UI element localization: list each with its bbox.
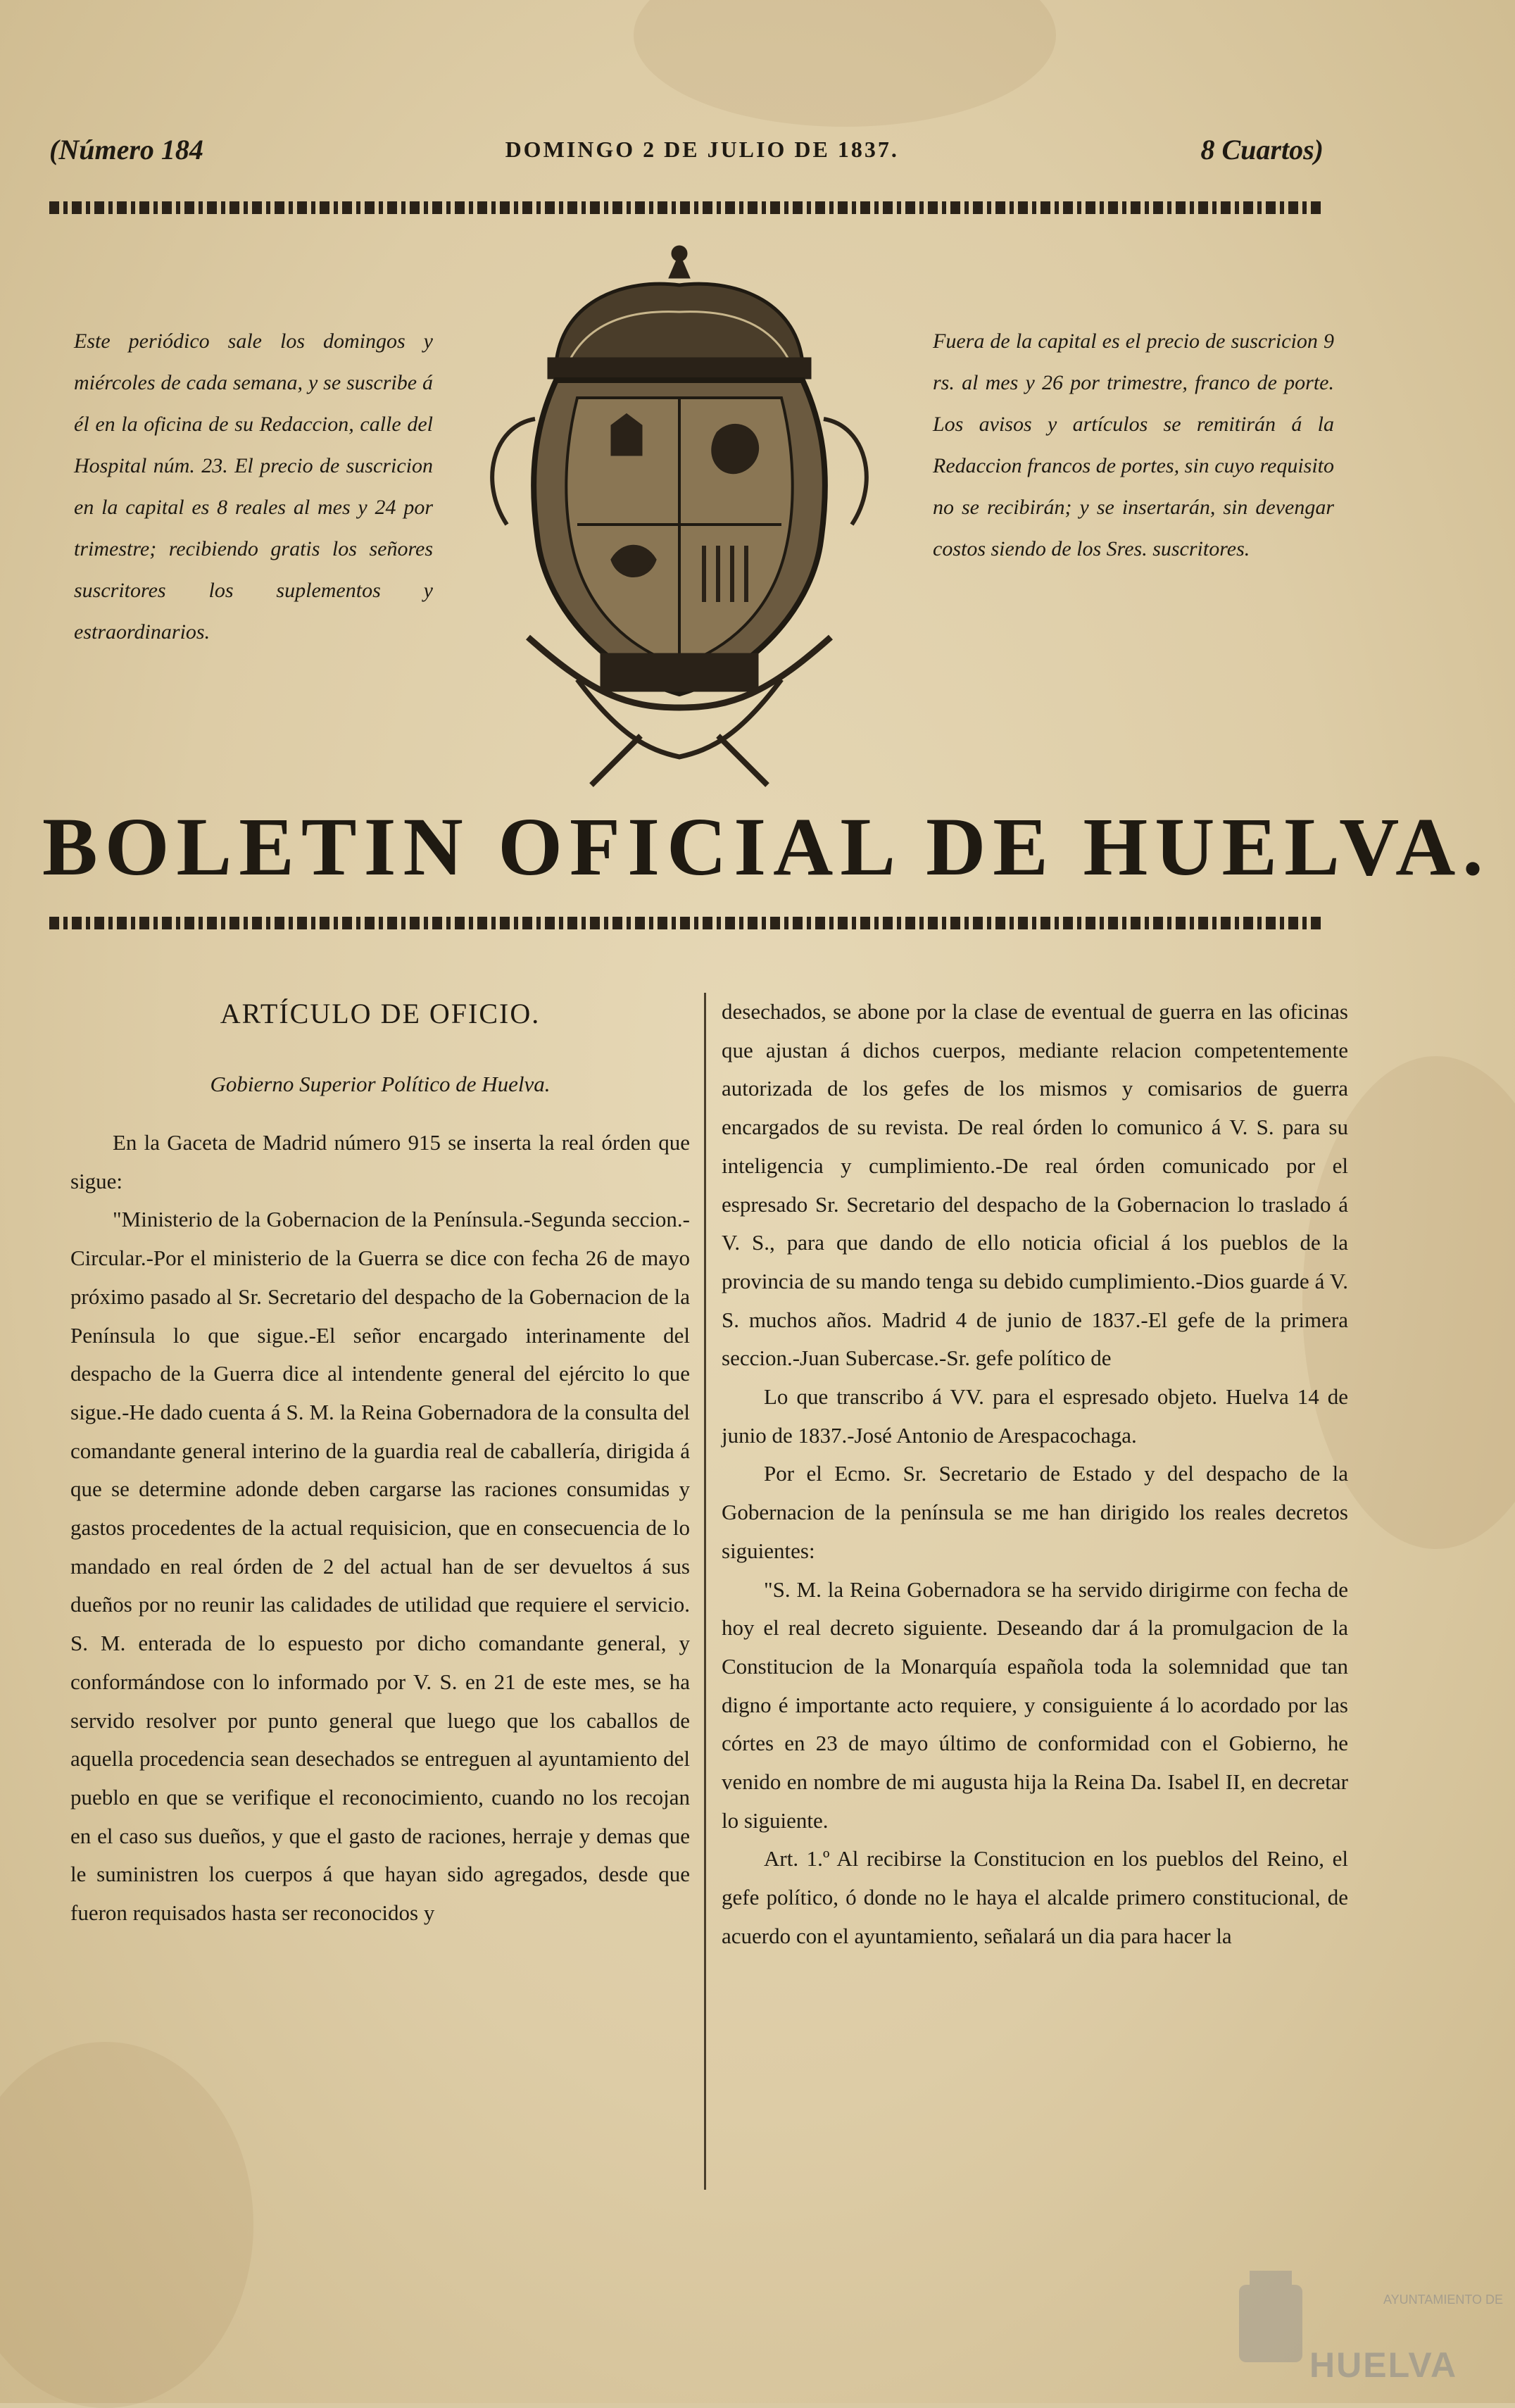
- section-title: ARTÍCULO DE OFICIO.: [220, 998, 541, 1029]
- column-divider: [704, 993, 706, 2190]
- masthead-title: BOLETIN OFICIAL DE HUELVA.: [42, 801, 1490, 893]
- top-ornamental-rule: [49, 201, 1324, 214]
- paper-stain: [0, 2042, 253, 2408]
- coat-of-arms-icon: [451, 243, 908, 789]
- paragraph: desechados, se abone por la clase de eventual de guerra en las oficinas que ajustan á dichos cuerpos, mediante relacion competentemente autorizada de los gefes de los mismos y comisarios de guerra encargados de su revista. De real órden lo comunico á V. S. para su inteligencia y cumplimiento.-De real órden comunicado por el espresado Sr. Secretario del despacho de la Gobernacion lo traslado á V. S., para que dando de ello noticia oficial á los pueblos de la provincia de su mando tenga su debido cumplimiento.-Dios guarde á V. S. muchos años. Madrid 4 de junio de 1837.-El gefe de la primera seccion.-Juan Subercase.-Sr. gefe político de: [722, 999, 1348, 1371]
- issue-date: DOMINGO 2 DE JULIO DE 1837.: [505, 136, 899, 162]
- issue-number: (Número 184: [49, 133, 203, 165]
- left-column: [70, 993, 690, 1933]
- subscription-info-right: Fuera de la capital es el precio de suscricion 9 rs. al mes y 26 por trimestre, franco de porte. Los avisos y artículos se remitirán á la Redaccion francos de portes, sin cuyo requisito no se recibirán; y se insertarán, sin devengar costos siendo de los Sres. suscritores.: [933, 330, 1334, 560]
- paragraph: "S. M. la Reina Gobernadora se ha servido dirigirme con fecha de hoy el real decreto siguiente. Deseando dar á la promulgacion de la Constitucion de la Monarquía española toda la solemnidad que tan digno é importante acto requiere, y consiguiente á lo acordado por las córtes en 23 de mayo último de conformidad con el Gobierno, he venido en nombre de mi augusta hija la Reina Da. Isabel II, en decretar lo siguiente.: [722, 1576, 1348, 1833]
- issue-header: [49, 134, 1324, 165]
- section-subtitle: Gobierno Superior Político de Huelva.: [210, 1072, 551, 1096]
- paragraph: "Ministerio de la Gobernacion de la Península.-Segunda seccion.-Circular.-Por el ministerio de la Guerra se dice con fecha 26 de mayo próximo pasado al Sr. Secretario del despacho de la Gobernacion de la Península lo que sigue.-El señor encargado interinamente del despacho de la Guerra dice al intendente general del ejército lo que sigue.-He dado cuenta á S. M. la Reina Gobernadora de la consulta del comandante general interino de la guardia real de caballería, dirigida á que se determine adonde deben cargarse las raciones consumidas y gastos procedentes de la actual requisicion, que en consecuencia de lo mandado en real órden de 2 del actual han de ser devueltos á sus dueños por no reunir las calidades de utilidad que requiere el servicio. S. M. enterada de lo espuesto por dicho comandante general, y conformándose con lo informado por V. S. en 21 de este mes, se ha servido resolver por punto general que luego que los caballos de aquella procedencia sean desechados se entreguen al ayuntamiento del pueblo en que se verifique el reconocimiento, cuando no los recojan en el caso sus dueños, y que el gasto de raciones, herraje y demas que le suministren los cuerpos á que hayan sido agregados, desde que fueron requisados hasta ser reconocidos y: [70, 1207, 690, 1926]
- paragraph: En la Gaceta de Madrid número 915 se inserta la real órden que sigue:: [70, 1130, 690, 1193]
- watermark-caption: AYUNTAMIENTO DE: [1383, 2293, 1504, 2307]
- watermark-text: HUELVA: [1309, 2345, 1458, 2385]
- masthead-ornamental-rule: [49, 917, 1324, 929]
- paragraph: Lo que transcribo á VV. para el espresado objeto. Huelva 14 de junio de 1837.-José Antonio de Arespacochaga.: [722, 1384, 1348, 1448]
- issue-price: 8 Cuartos): [1200, 133, 1324, 165]
- paragraph: Art. 1.º Al recibirse la Constitucion en los pueblos del Reino, el gefe político, ó donde no le haya el alcalde primero constitucional, de acuerdo con el ayuntamiento, señalará un dia para hacer la: [722, 1846, 1348, 1948]
- paper-stain: [634, 0, 1056, 127]
- paragraph: Por el Ecmo. Sr. Secretario de Estado y del despacho de la Gobernacion de la península se me han dirigido los reales decretos siguientes:: [722, 1461, 1348, 1563]
- right-column: [722, 993, 1348, 1956]
- subscription-info-left: Este periódico sale los domingos y miércoles de cada semana, y se suscribe á él en la oficina de su Redaccion, calle del Hospital núm. 23. El precio de suscricion en la capital es 8 reales al mes y 24 por trimestre; recibiendo gratis los señores suscritores los suplementos y estraordinarios.: [74, 330, 433, 644]
